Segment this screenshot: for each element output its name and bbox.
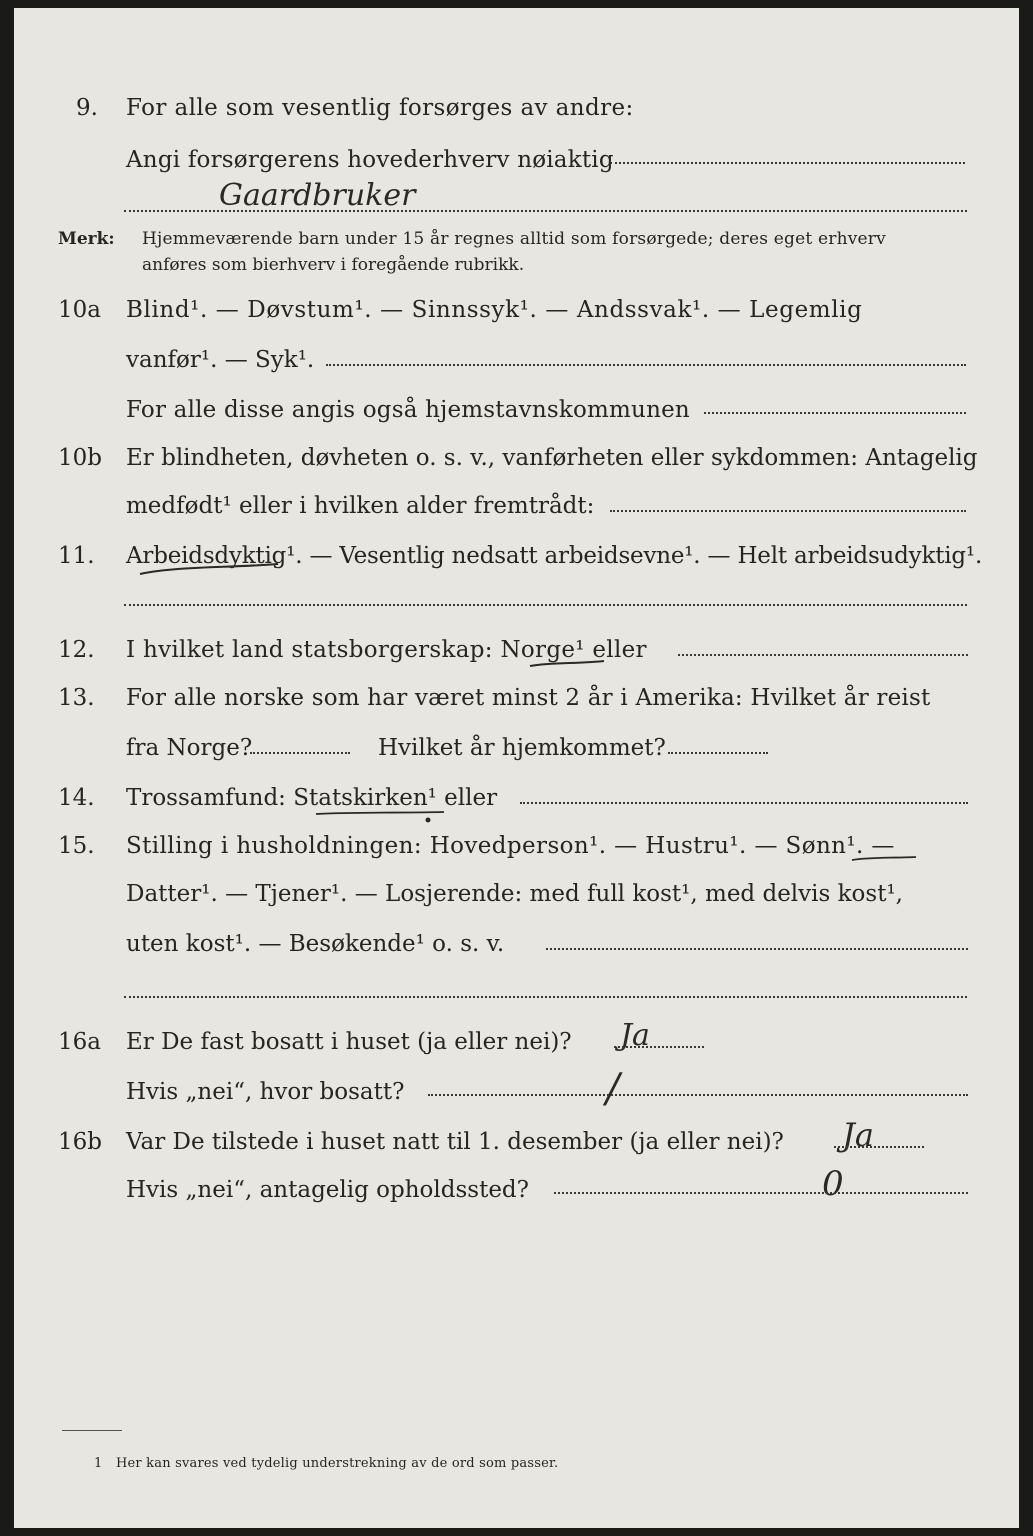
q13-line1: For alle norske som har været minst 2 år i Amerika: Hvilket år reist — [126, 685, 931, 711]
q16b-answer-line1 — [834, 1146, 924, 1148]
q16b-handwritten-answer1: Ja — [842, 1116, 874, 1154]
q15-line3: uten kost¹. — Besøkende¹ o. s. v. — [126, 931, 505, 957]
q13-answer-line1 — [250, 752, 350, 754]
q10b-number: 10b — [58, 445, 102, 471]
q9-answer-line2 — [124, 210, 967, 212]
q16b-handwritten-answer2: 0 — [822, 1164, 844, 1204]
q16a-answer-line1 — [614, 1046, 704, 1048]
footnote-text: Her kan svares ved tydelig understrekning av de ord som passer. — [116, 1456, 559, 1471]
q16a-handwritten-answer1: Ja — [620, 1018, 650, 1053]
q15-number: 15. — [58, 833, 95, 859]
q10a-number: 10a — [58, 297, 101, 323]
q13-line2b: Hvilket år hjemkommet? — [378, 735, 666, 761]
q11-handwritten-underline — [138, 560, 288, 580]
merk-line2: anføres som bierhverv i foregående rubrikk. — [142, 255, 525, 275]
q12-number: 12. — [58, 637, 95, 663]
q10a-answer-line1 — [326, 364, 966, 366]
q10b-answer-line — [610, 510, 966, 512]
q15-answer-line2 — [124, 996, 967, 998]
q16b-answer-line2 — [554, 1192, 968, 1194]
q15-handwritten-underline — [850, 854, 920, 866]
footnote-rule — [62, 1430, 122, 1431]
q14-line1: Trossamfund: Statskirken¹ eller — [126, 785, 498, 811]
q10a-answer-line2 — [704, 412, 966, 414]
q11-number: 11. — [58, 543, 95, 569]
q16a-line1: Er De fast bosatt i huset (ja eller nei)? — [126, 1029, 572, 1055]
q13-line2a: fra Norge? — [126, 735, 253, 761]
q14-number: 14. — [58, 785, 95, 811]
q10a-line2: vanfør¹. — Syk¹. — [126, 347, 315, 373]
merk-label: Merk: — [58, 229, 115, 249]
q10a-line3: For alle disse angis også hjemstavnskommunen — [126, 397, 690, 423]
q9-answer-line1 — [610, 162, 965, 164]
q13-answer-line2 — [668, 752, 768, 754]
q10b-line2: medfødt¹ eller i hvilken alder fremtrådt: — [126, 493, 595, 519]
q16a-number: 16a — [58, 1029, 101, 1055]
q16b-number: 16b — [58, 1129, 102, 1155]
q9-line2: Angi forsørgerens hovederhverv nøiaktig — [126, 147, 614, 173]
q14-answer-line — [520, 802, 968, 804]
q14-handwritten-underline — [314, 808, 454, 826]
q10b-line1: Er blindheten, døvheten o. s. v., vanførheten eller sykdommen: Antagelig — [126, 445, 978, 471]
q15-line1: Stilling i husholdningen: Hovedperson¹. — Hustru¹. — Sønn¹. — — [126, 833, 895, 859]
census-form-page — [14, 8, 1019, 1528]
q16a-answer-line2 — [428, 1094, 968, 1096]
q16a-handwritten-answer2: / — [606, 1066, 620, 1112]
q16b-line1: Var De tilstede i huset natt til 1. desember (ja eller nei)? — [126, 1129, 784, 1155]
q16a-line2: Hvis „nei“, hvor bosatt? — [126, 1079, 405, 1105]
q11-line1: Arbeidsdyktig¹. — Vesentlig nedsatt arbeidsevne¹. — Helt arbeidsudyktig¹. — [126, 543, 983, 569]
q12-line1: I hvilket land statsborgerskap: Norge¹ eller — [126, 637, 647, 663]
q15-line2: Datter¹. — Tjener¹. — Losjerende: med full kost¹, med delvis kost¹, — [126, 881, 903, 907]
merk-line1: Hjemmeværende barn under 15 år regnes alltid som forsørgede; deres eget erhverv — [142, 229, 886, 249]
q12-answer-line — [678, 654, 968, 656]
q16b-line2: Hvis „nei“, antagelig opholdssted? — [126, 1177, 529, 1203]
footnote-mark: 1 — [94, 1456, 103, 1471]
q11-answer-line — [124, 604, 967, 606]
q15-answer-line1 — [546, 948, 968, 950]
q10a-line1: Blind¹. — Døvstum¹. — Sinnssyk¹. — Andssvak¹. — Legemlig — [126, 297, 863, 323]
q9-handwritten-answer: Gaardbruker — [219, 178, 416, 213]
q9-line1: For alle som vesentlig forsørges av andre: — [126, 95, 634, 121]
q12-handwritten-underline — [528, 658, 608, 672]
q13-number: 13. — [58, 685, 95, 711]
q9-number: 9. — [76, 95, 98, 121]
